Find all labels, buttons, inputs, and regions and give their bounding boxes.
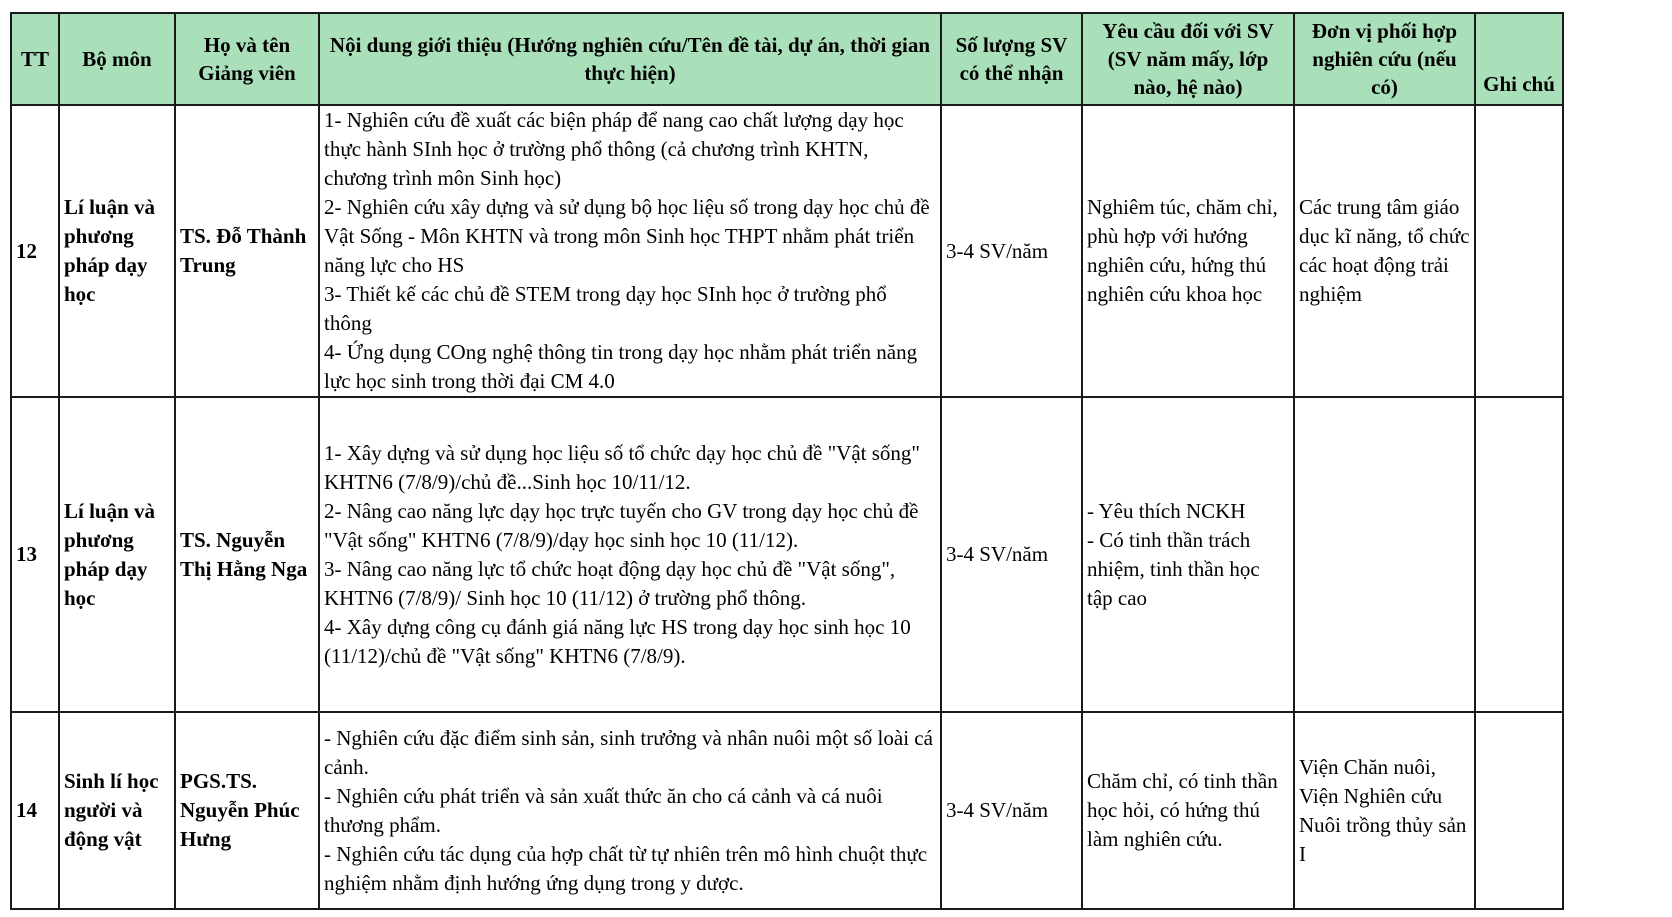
content-line: - Nghiên cứu tác dụng của hợp chất từ tự nhiên trên mô hình chuột thực nghiệm nhằm định hướng ứng dụng trong y dược. [324, 841, 928, 895]
cell-bo-mon: Lí luận và phương pháp dạy học [59, 397, 175, 712]
cell-ghi-chu [1475, 712, 1563, 909]
cell-don-vi [1294, 397, 1475, 712]
cell-yeu-cau [1082, 397, 1294, 712]
requirement-line: - Yêu thích NCKH [1087, 498, 1246, 523]
table-row [11, 397, 1563, 712]
header-row [11, 13, 1563, 105]
cell-ghi-chu [1475, 105, 1563, 397]
content-line: 1- Nghiên cứu đề xuất các biện pháp để nang cao chất lượng dạy học thực hành SInh học ở trường phổ thông (cả chương trình KHTN, chương trình môn Sinh học) [324, 108, 904, 190]
content-line: 2- Nghiên cứu xây dựng và sử dụng bộ học liệu số trong dạy học chủ đề Vật Sống - Môn KHTN và trong môn Sinh học THPT nhằm phát triển năng lực cho HS [324, 195, 930, 277]
table-row [11, 105, 1563, 397]
header-ghi-chu: Ghi chú [1475, 13, 1563, 105]
cell-noi-dung [319, 397, 941, 712]
cell-bo-mon: Lí luận và phương pháp dạy học [59, 105, 175, 397]
cell-tt: 13 [11, 397, 59, 712]
requirement-line: Nghiêm túc, chăm chỉ, phù hợp với hướng nghiên cứu, hứng thú nghiên cứu khoa học [1087, 195, 1278, 306]
cell-giang-vien: PGS.TS. Nguyễn Phúc Hưng [175, 712, 319, 909]
content-line: 4- Ứng dụng COng nghệ thông tin trong dạy học nhằm phát triển năng lực học sinh trong thời đại CM 4.0 [324, 340, 918, 393]
content-line: 3- Thiết kế các chủ đề STEM trong dạy học SInh học ở trường phổ thông [324, 282, 887, 335]
cell-giang-vien: TS. Nguyễn Thị Hằng Nga [175, 397, 319, 712]
cell-noi-dung [319, 712, 941, 909]
cell-so-luong: 3-4 SV/năm [941, 397, 1082, 712]
header-don-vi: Đơn vị phối hợp nghiên cứu (nếu có) [1294, 13, 1475, 105]
cell-bo-mon: Sinh lí học người và động vật [59, 712, 175, 909]
content-line: 1- Xây dựng và sử dụng học liệu số tổ chức dạy học chủ đề "Vật sống" KHTN6 (7/8/9)/chủ đề...Sinh học 10/11/12. [324, 440, 920, 494]
header-tt: TT [11, 13, 59, 105]
header-noi-dung: Nội dung giới thiệu (Hướng nghiên cứu/Tên đề tài, dự án, thời gian thực hiện) [319, 13, 941, 105]
content-line: 3- Nâng cao năng lực tổ chức hoạt động dạy học chủ đề "Vật sống", KHTN6 (7/8/9)/ Sinh học 10 (11/12) ở trường phổ thông. [324, 556, 896, 610]
cell-giang-vien: TS. Đỗ Thành Trung [175, 105, 319, 397]
content-line: 2- Nâng cao năng lực dạy học trực tuyến cho GV trong dạy học chủ đề "Vật sống" KHTN6 (7/8/9)/dạy học sinh học 10 (11/12). [324, 498, 919, 552]
cell-tt: 12 [11, 105, 59, 397]
header-giang-vien: Họ và tên Giảng viên [175, 13, 319, 105]
cell-noi-dung [319, 105, 941, 397]
cell-tt: 14 [11, 712, 59, 909]
cell-so-luong: 3-4 SV/năm [941, 105, 1082, 397]
cell-don-vi: Viện Chăn nuôi, Viện Nghiên cứu Nuôi trồng thủy sản I [1294, 712, 1475, 909]
requirement-line: - Có tinh thần trách nhiệm, tinh thần học tập cao [1087, 527, 1260, 610]
table-row [11, 712, 1563, 909]
content-line: - Nghiên cứu đặc điểm sinh sản, sinh trưởng và nhân nuôi một số loài cá cảnh. [324, 725, 933, 779]
cell-don-vi: Các trung tâm giáo dục kĩ năng, tổ chức các hoạt động trải nghiệm [1294, 105, 1475, 397]
cell-yeu-cau [1082, 712, 1294, 909]
cell-yeu-cau [1082, 105, 1294, 397]
cell-so-luong: 3-4 SV/năm [941, 712, 1082, 909]
content-line: - Nghiên cứu phát triển và sản xuất thức ăn cho cá cảnh và cá nuôi thương phẩm. [324, 783, 883, 837]
header-yeu-cau: Yêu cầu đối với SV (SV năm mấy, lớp nào, hệ nào) [1082, 13, 1294, 105]
requirement-line: Chăm chỉ, có tinh thần học hỏi, có hứng thú làm nghiên cứu. [1087, 769, 1278, 851]
research-topics-table [10, 12, 1564, 910]
header-bo-mon: Bộ môn [59, 13, 175, 105]
header-so-luong: Số lượng SV có thể nhận [941, 13, 1082, 105]
cell-ghi-chu [1475, 397, 1563, 712]
content-line: 4- Xây dựng công cụ đánh giá năng lực HS trong dạy học sinh học 10 (11/12)/chủ đề "Vật sống" KHTN6 (7/8/9). [324, 614, 911, 668]
